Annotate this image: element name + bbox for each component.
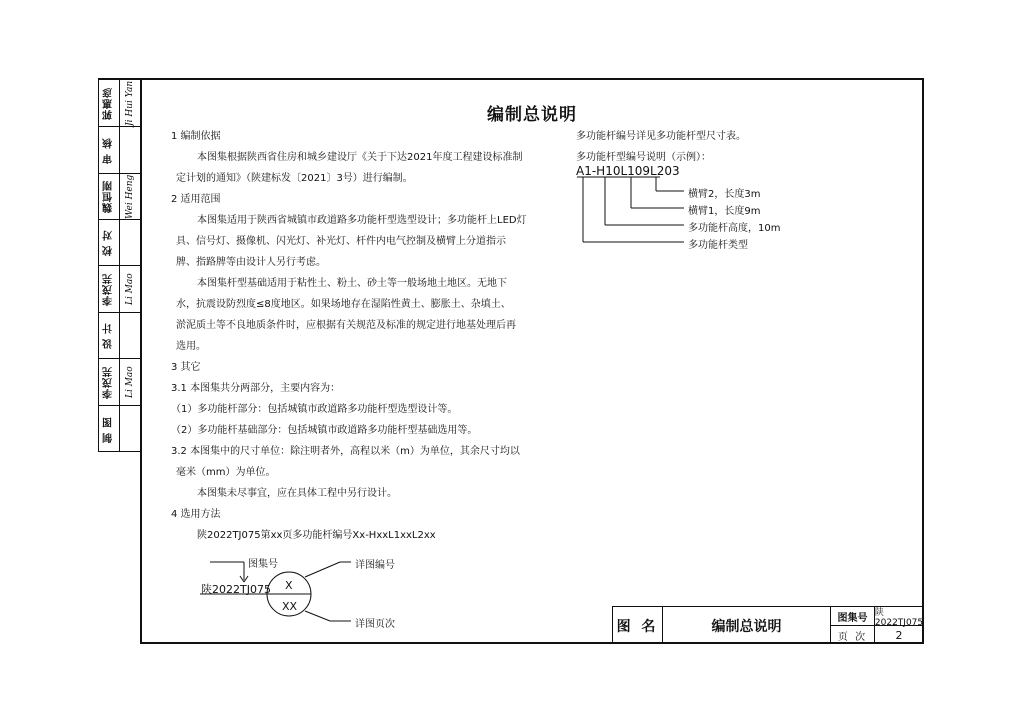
section-heading: 4 选用方法 [171,509,221,520]
code-part-type: 多功能杆类型 [688,240,748,251]
paragraph-line: 3.1 本图集共分两部分，主要内容为： [171,383,341,394]
paragraph-line: 陕2022TJ075第xx页多功能杆编号Xx-HxxL1xxL2xx [197,530,436,541]
paragraph-line: 牌、指路牌等由设计人另行考虑。 [176,257,326,268]
approval-role: 制 图 [103,416,115,443]
paragraph-line: 多功能杆型编号说明（示例）： [576,152,711,163]
detail-index-top: X [285,579,293,592]
atlas-number-label: 图集号 [831,607,875,626]
code-part-height: 多功能杆高度，10m [688,223,781,234]
page-label: 页 次 [831,626,875,644]
approval-signature: Li Mao [125,273,135,306]
atlas-number-value: 陕2022TJ075 [874,607,924,628]
approval-role: 校 对 [103,229,115,257]
paragraph-line: 选用。 [176,341,206,352]
approval-signature: Wei Heng [125,174,135,220]
page-title: 编制总说明 [487,105,577,125]
approval-signature: Ji Hui Yan [125,80,135,127]
detail-index-bottom: XX [282,600,298,613]
approval-role: 李茂芫 [103,273,115,306]
page-number: 2 [895,628,903,642]
paragraph-line: 本图集未尽事宜，应在具体工程中另行设计。 [197,488,397,499]
title-block [612,606,924,644]
drawing-name-label: 图 名 [613,607,663,644]
atlas-label: 图集号 [248,559,278,570]
paragraph-line: 本图集杆型基础适用于粘性土、粉土、砂土等一般场地土地区。无地下 [197,278,507,289]
paragraph-line: 具、信号灯、摄像机、闪光灯、补光灯、杆件内电气控制及横臂上分道指示 [176,236,506,247]
paragraph-line: 毫米（mm）为单位。 [176,467,276,478]
detail-number-label: 详图编号 [355,560,395,571]
approval-role: 审 核 [103,137,115,164]
paragraph-line: 水，抗震设防烈度≤8度地区。如果场地存在湿陷性黄土、膨胀土、杂填土、 [176,299,511,310]
drawing-name: 编制总说明 [663,607,831,644]
approval-role: 魏恒刚 [103,180,115,214]
section-heading: 3 其它 [171,362,201,373]
paragraph-line: （1）多功能杆部分：包括城镇市政道路多功能杆型选型设计等。 [171,404,458,415]
pole-code-example: A1-H10L109L203 [576,164,680,178]
approval-signature: Li Mao [125,366,135,399]
paragraph-line: （2）多功能杆基础部分：包括城镇市政道路多功能杆型基础选用等。 [171,425,478,436]
approval-role: 设 计 [103,322,115,350]
detail-page-label: 详图页次 [355,619,395,630]
paragraph-line: 多功能杆编号详见多功能杆型尺寸表。 [576,131,746,142]
paragraph-line: 定计划的通知》（陕建标发〔2021〕3号）进行编制。 [176,173,413,184]
section-heading: 1 编制依据 [171,131,221,142]
paragraph-line: 本图集适用于陕西省城镇市政道路多功能杆型选型设计；多功能杆上LED灯 [197,215,527,226]
section-heading: 2 适用范围 [171,194,221,205]
atlas-number: 陕2022TJ075 [201,583,271,596]
approval-role: 李茂芫 [103,366,115,399]
approval-role: 郭惠彦 [103,87,115,120]
code-part-arm2: 横臂2，长度3m [688,189,761,200]
paragraph-line: 3.2 本图集中的尺寸单位：除注明者外，高程以米（m）为单位，其余尺寸均以 [171,446,520,457]
code-part-arm1: 横臂1，长度9m [688,206,761,217]
paragraph-line: 本图集根据陕西省住房和城乡建设厅《关于下达2021年度工程建设标准制 [197,152,523,163]
paragraph-line: 淤泥质土等不良地质条件时，应根据有关规范及标准的规定进行地基处理后再 [176,320,516,331]
